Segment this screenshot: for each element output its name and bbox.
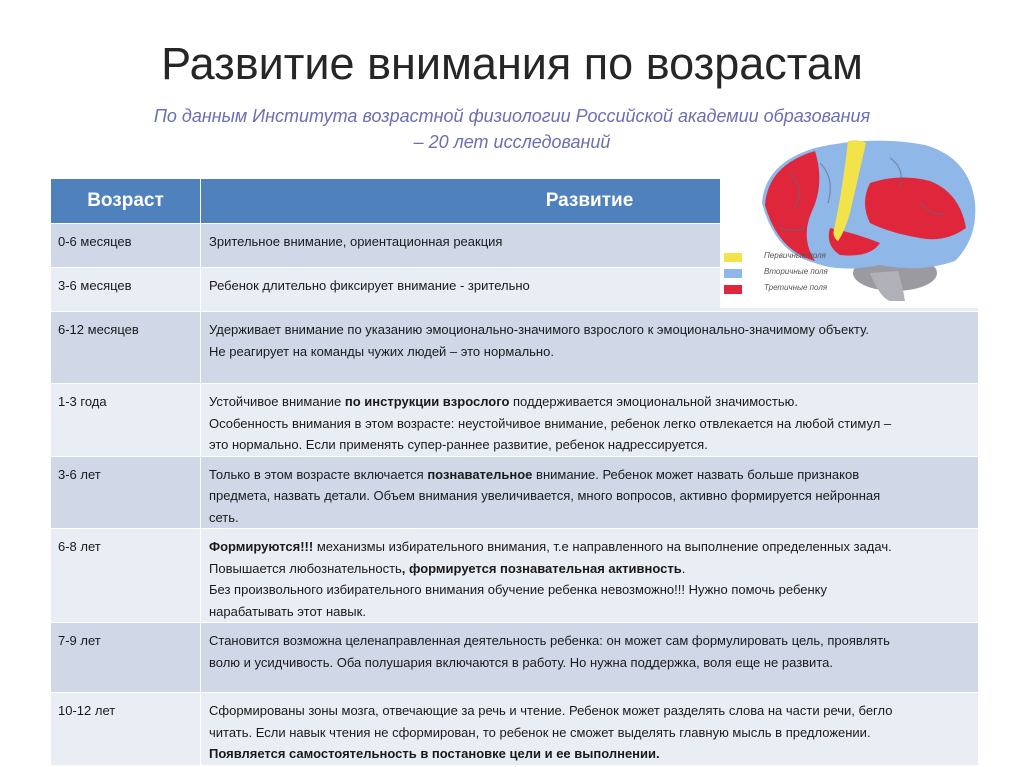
text-segment: волю и усидчивость. Оба полушария включаются в работу. Но нужна поддержка, воля еще не развита. <box>209 654 833 670</box>
development-line <box>209 485 970 507</box>
legend-swatch <box>724 253 742 262</box>
development-line <box>209 536 970 558</box>
age-cell: 6-12 месяцев <box>51 312 201 384</box>
legend-label: Третичные поля <box>764 283 828 292</box>
age-cell: 1-3 года <box>51 384 201 457</box>
text-segment: внимание. Ребенок может назвать больше признаков <box>532 466 860 482</box>
text-segment: сеть. <box>209 509 239 525</box>
brain-image <box>720 133 978 308</box>
age-cell: 6-8 лет <box>51 529 201 623</box>
bold-text: , формируется познавательная активность <box>401 560 682 576</box>
development-cell <box>201 693 979 766</box>
text-segment: поддерживается эмоциональной значимостью. <box>509 394 799 409</box>
legend-item <box>724 267 974 281</box>
slide-title: Развитие внимания по возрастам <box>161 38 863 89</box>
legend-item <box>724 251 974 265</box>
text-segment: это нормально. Если применять супер-раннее развитие, ребенок надрессируется. <box>209 437 708 452</box>
text-segment: Только в этом возрасте включается <box>209 466 428 482</box>
text-segment: Сформированы зоны мозга, отвечающие за речь и чтение. Ребенок может разделять слова на части речи, бегло <box>209 703 893 718</box>
development-line <box>209 319 970 341</box>
table-row <box>51 312 979 384</box>
age-cell: 0-6 месяцев <box>51 224 201 268</box>
bold-text: Появляется самостоятельность в постановке цели и ее выполнении. <box>209 746 660 761</box>
table-row <box>51 623 979 693</box>
development-line <box>209 434 970 456</box>
subtitle-line-1: По данным Института возрастной физиологии Российской академии образования <box>153 106 871 126</box>
development-line <box>209 722 970 744</box>
text-segment: Особенность внимания в этом возрасте: неустойчивое внимание, ребенок легко отвлекается на любой стимул – <box>209 415 892 431</box>
legend-label: Первичные поля <box>764 251 826 260</box>
legend-swatch <box>724 285 742 294</box>
development-line <box>209 700 970 722</box>
header-age: Возраст <box>51 179 201 224</box>
development-cell <box>201 312 979 384</box>
age-cell: 3-6 месяцев <box>51 268 201 312</box>
development-line <box>209 507 970 529</box>
text-segment: Без произвольного избирательного внимания обучение ребенка невозможно!!! Нужно помочь ребенку <box>209 582 827 597</box>
text-segment: читать. Если навык чтения не сформирован, то ребенок не сможет выделять главную мысль в предложении. <box>209 724 871 740</box>
development-cell <box>201 456 979 529</box>
bold-text: по инструкции взрослого <box>344 394 510 409</box>
development-line <box>209 601 970 623</box>
bold-text: Формируются!!! <box>209 539 314 554</box>
legend-label: Вторичные поля <box>764 267 828 276</box>
text-segment: нарабатывать этот навык. <box>209 603 366 619</box>
development-line <box>209 464 970 486</box>
development-cell <box>201 623 979 693</box>
development-line <box>209 652 970 674</box>
text-segment: предмета, назвать детали. Объем внимания увеличивается, много вопросов, активно формируется нейронная <box>209 488 881 503</box>
text-segment: Ребенок длительно фиксирует внимание - зрительно <box>209 278 530 293</box>
header-development: Развитие <box>201 179 979 224</box>
development-line <box>209 391 970 413</box>
text-segment: Зрительное внимание, ориентационная реакция <box>209 234 503 249</box>
text-segment: Повышается любознательность <box>209 560 402 576</box>
development-cell <box>201 384 979 457</box>
table-row <box>51 456 979 529</box>
bold-text: познавательное <box>427 466 533 482</box>
development-cell <box>201 529 979 623</box>
subtitle-line-2: – 20 лет исследований <box>413 132 611 152</box>
text-segment: . <box>681 560 686 576</box>
age-cell: 10-12 лет <box>51 693 201 766</box>
text-segment: механизмы избирательного внимания, т.е направленного на выполнение определенных задач. <box>313 539 892 554</box>
development-line <box>209 630 970 652</box>
age-cell: 3-6 лет <box>51 456 201 529</box>
development-line <box>209 558 970 580</box>
brain-illustration <box>720 133 978 308</box>
age-cell: 7-9 лет <box>51 623 201 693</box>
text-segment: Устойчивое внимание <box>209 394 345 409</box>
development-line <box>209 743 970 765</box>
text-segment: Становится возможна целенаправленная деятельность ребенка: он может сам формулировать цель, проявлять <box>209 633 890 648</box>
development-line <box>209 579 970 601</box>
table-row <box>51 529 979 623</box>
development-line <box>209 413 970 435</box>
text-segment: Не реагирует на команды чужих людей – это нормально. <box>209 343 554 359</box>
development-line <box>209 341 970 363</box>
table-row <box>51 693 979 766</box>
text-segment: Удерживает внимание по указанию эмоционально-значимого взрослого к эмоционально-значимому объекту. <box>209 322 869 337</box>
legend-swatch <box>724 269 742 278</box>
table-row <box>51 384 979 457</box>
legend-item <box>724 283 974 297</box>
